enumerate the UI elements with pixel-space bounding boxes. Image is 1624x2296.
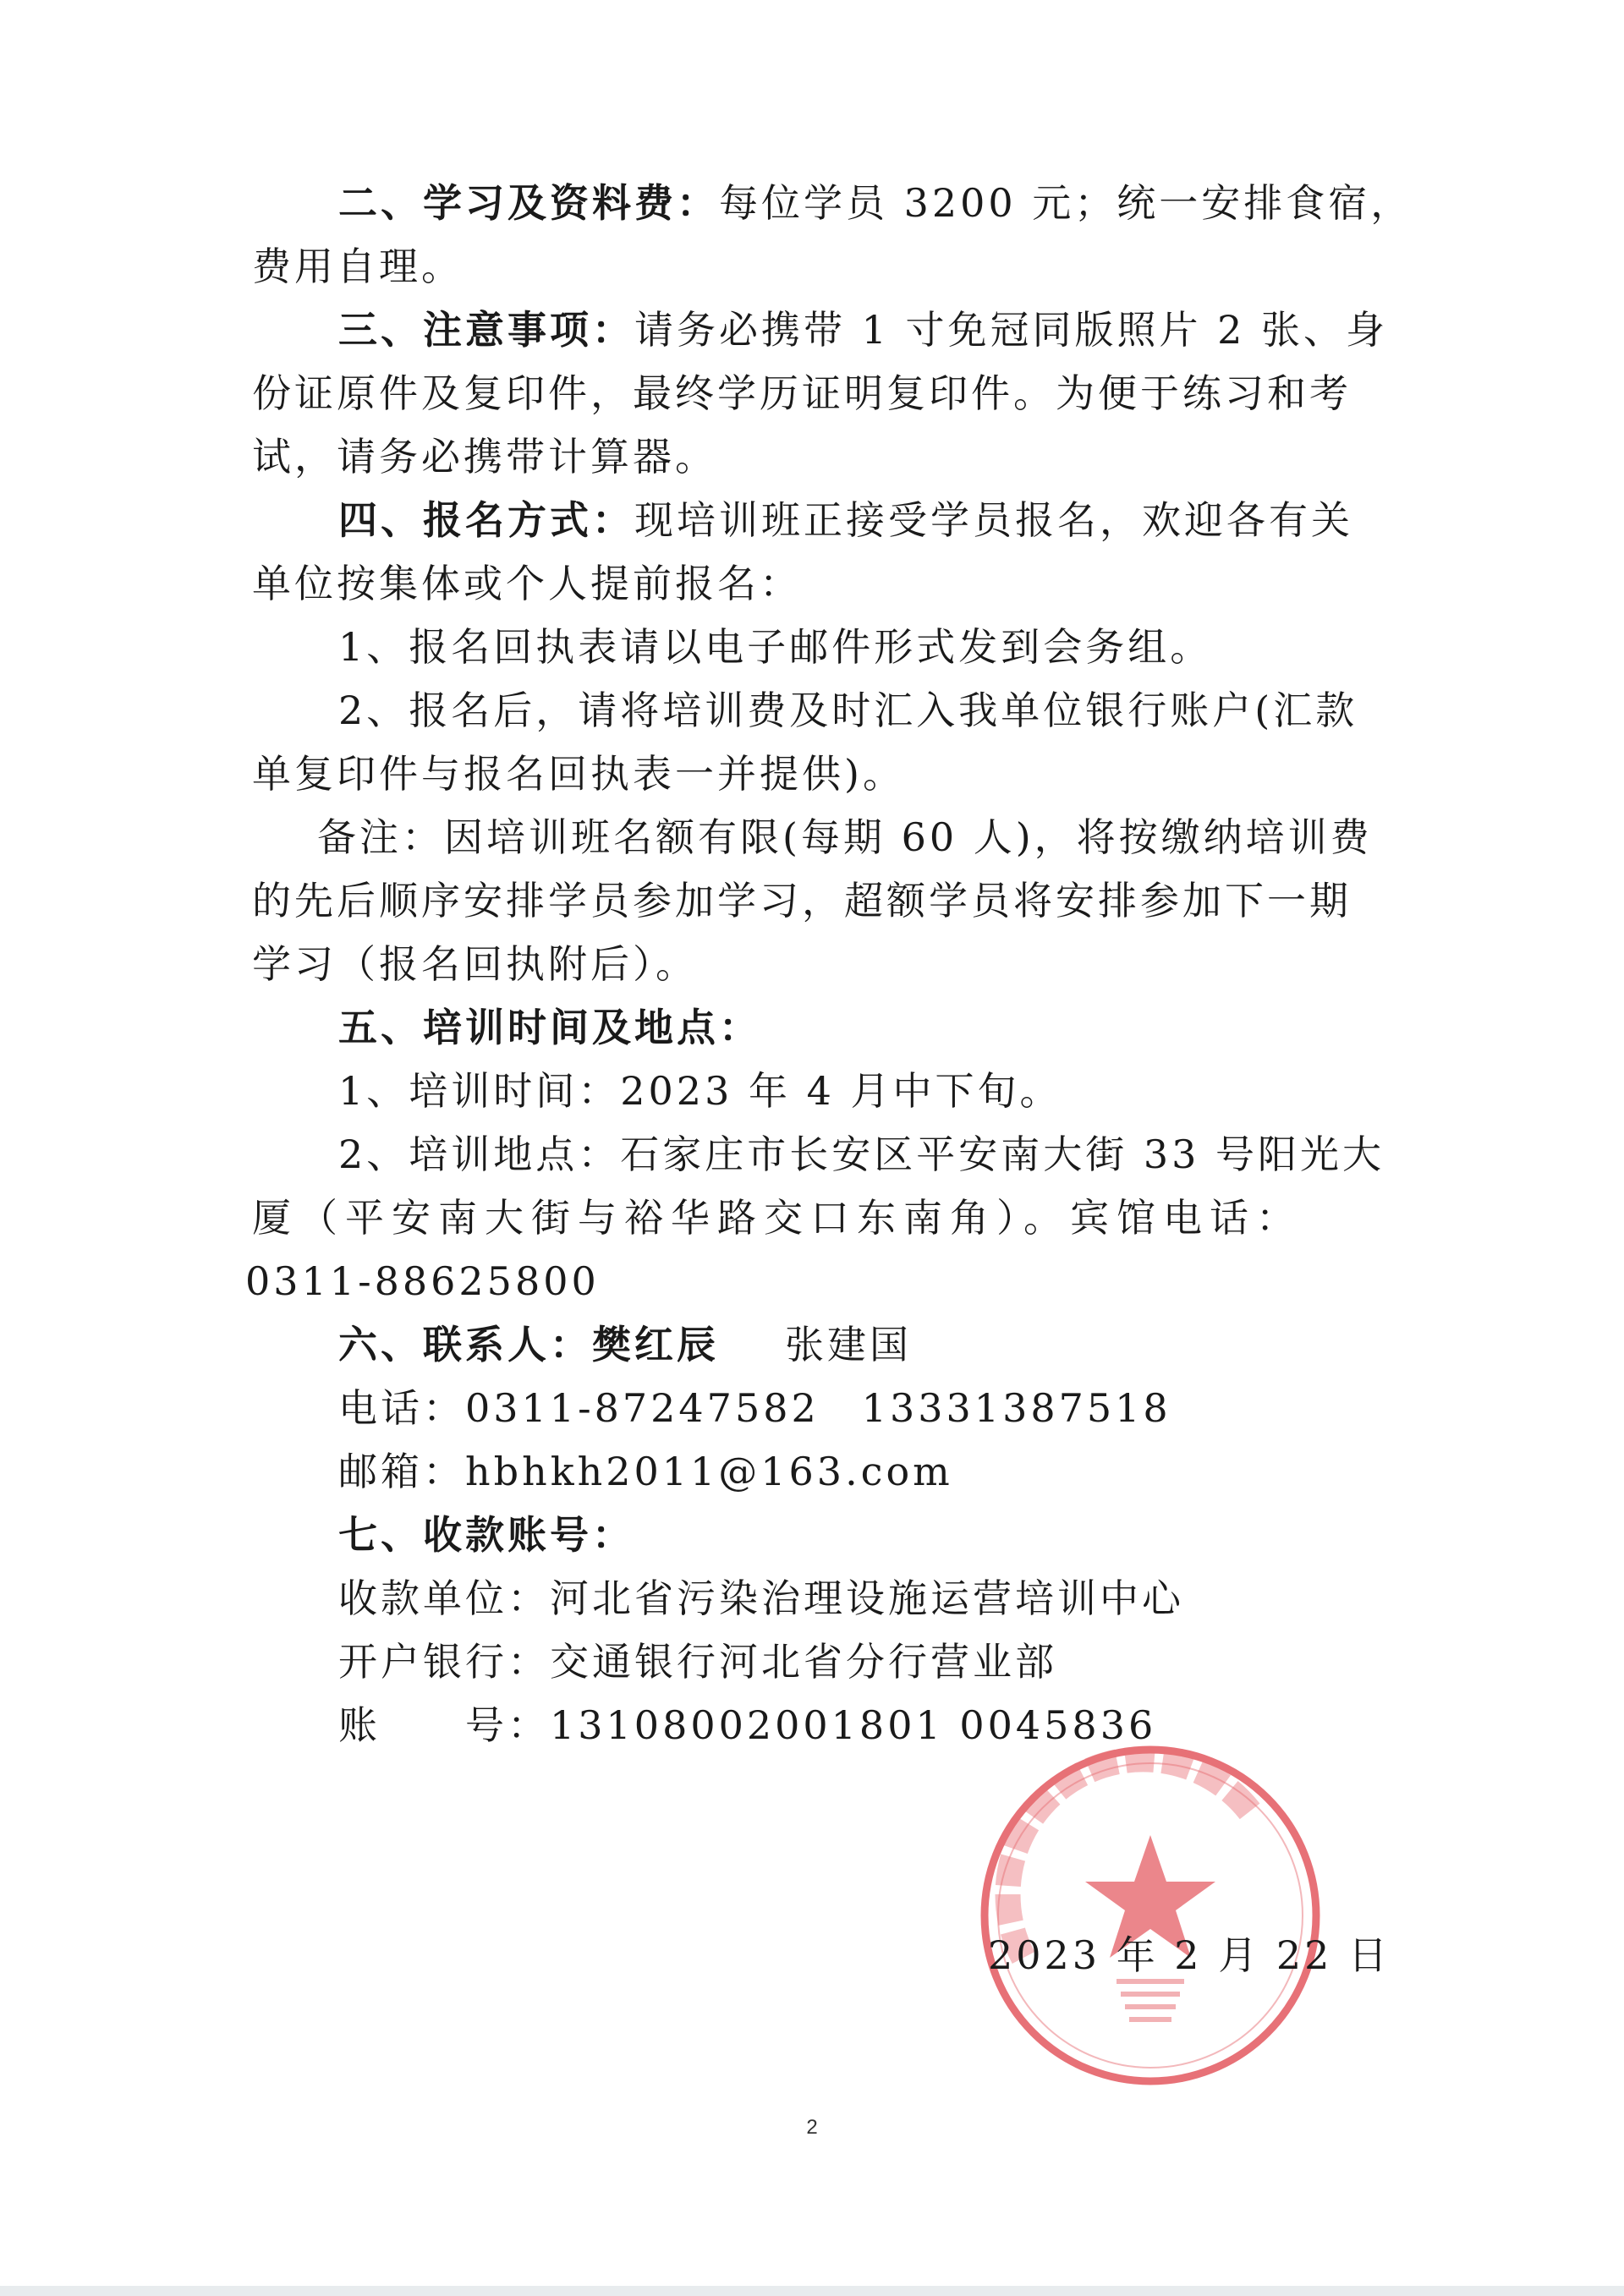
section5-heading: 五、培训时间及地点： bbox=[338, 1005, 761, 1050]
page-bottom-edge bbox=[0, 2286, 1624, 2296]
page-number: 2 bbox=[806, 2116, 818, 2139]
document-date: 2023 年 2 月 22 日 bbox=[988, 1932, 1391, 1978]
section5-hotel-phone: 0311-88625800 bbox=[245, 1258, 600, 1304]
section4-item1: 1、报名回执表请以电子邮件形式发到会务组。 bbox=[338, 624, 1213, 670]
section2-text: 每位学员 3200 元；统一安排食宿， bbox=[719, 180, 1413, 226]
section3-line2: 份证原件及复印件，最终学历证明复印件。为便于练习和考 bbox=[252, 370, 1352, 416]
section4-line2: 单位按集体或个人提前报名： bbox=[252, 561, 802, 606]
section7-heading: 七、收款账号： bbox=[338, 1512, 634, 1558]
section6-contact-line bbox=[338, 1319, 912, 1370]
account-label: 账 号： bbox=[338, 1702, 550, 1748]
section3-heading: 三、注意事项： bbox=[338, 307, 634, 353]
section2-line1 bbox=[338, 178, 1413, 228]
section2-line2: 费用自理。 bbox=[252, 244, 464, 289]
section4-text: 现培训班正接受学员报名，欢迎各有关 bbox=[634, 497, 1353, 543]
section4-note-line2: 的先后顺序安排学员参加学习，超额学员将安排参加下一期 bbox=[252, 878, 1352, 923]
contact-name-1: 樊红辰 bbox=[592, 1322, 719, 1367]
section5-item1: 1、培训时间：2023 年 4 月中下旬。 bbox=[338, 1068, 1062, 1114]
section4-line1 bbox=[338, 495, 1353, 545]
section4-item2-line1: 2、报名后，请将培训费及时汇入我单位银行账户(汇款 bbox=[338, 688, 1358, 733]
section3-line1 bbox=[338, 304, 1388, 355]
section6-phone: 电话：0311-87247582 13331387518 bbox=[338, 1385, 1171, 1431]
section6-heading: 六、联系人： bbox=[338, 1322, 592, 1367]
section5-item2-line2: 厦（平安南大街与裕华路交口东南角）。宾馆电话： bbox=[252, 1195, 1303, 1241]
section4-heading: 四、报名方式： bbox=[338, 497, 634, 543]
section3-text: 请务必携带 1 寸免冠同版照片 2 张、身 bbox=[634, 307, 1389, 353]
section7-payee: 收款单位：河北省污染治理设施运营培训中心 bbox=[338, 1575, 1184, 1621]
section6-email: 邮箱：hbhkh2011@163.com bbox=[338, 1449, 953, 1494]
official-seal bbox=[973, 1738, 1328, 2093]
section5-item2-line1: 2、培训地点：石家庄市长安区平安南大街 33 号阳光大 bbox=[338, 1132, 1385, 1177]
account-number: 13108002001801 0045836 bbox=[550, 1702, 1157, 1748]
section4-note-line1: 备注：因培训班名额有限(每期 60 人)，将按缴纳培训费 bbox=[317, 814, 1373, 860]
section7-bank: 开户银行：交通银行河北省分行营业部 bbox=[338, 1639, 1057, 1685]
section4-note-line3: 学习（报名回执附后）。 bbox=[252, 941, 698, 987]
section2-heading: 二、学习及资料费： bbox=[338, 180, 719, 226]
section3-line3: 试，请务必携带计算器。 bbox=[252, 434, 717, 479]
section4-item2-line2: 单复印件与报名回执表一并提供)。 bbox=[252, 751, 905, 797]
contact-name-2: 张建国 bbox=[785, 1322, 912, 1367]
